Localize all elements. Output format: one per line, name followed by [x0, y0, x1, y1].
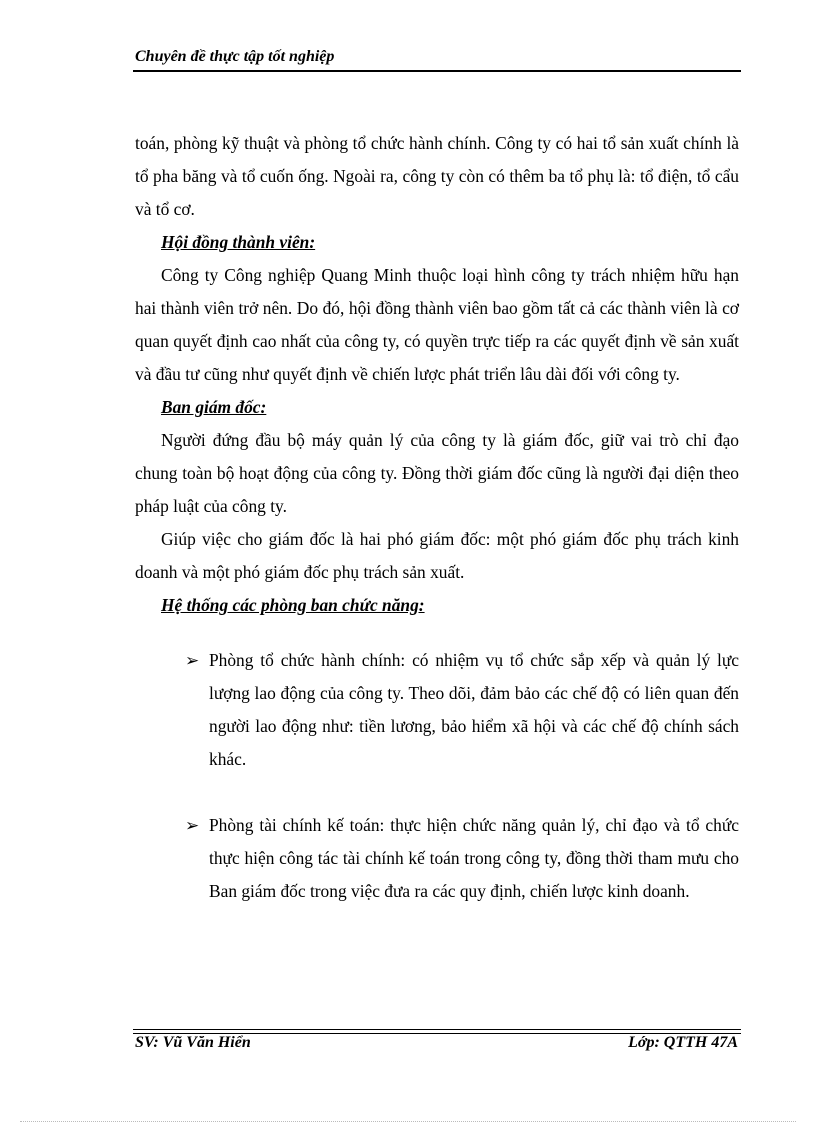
arrow-right-icon: ➢: [185, 816, 200, 835]
bullet-item: [135, 809, 739, 908]
footer-divider: [133, 1029, 741, 1030]
bullet-text: Phòng tổ chức hành chính: có nhiệm vụ tổ chức sắp xếp và quản lý lực lượng lao động của công ty. Theo dõi, đảm bảo các chế độ có liên quan đến người lao động như: tiền lương, bảo hiểm xã hội và các chế độ chính sách khác.: [209, 650, 739, 769]
bullet-item: [135, 644, 739, 776]
footer-class-name: Lớp: QTTH 47A: [628, 1034, 738, 1051]
page-bottom-border: [20, 1121, 796, 1122]
footer-student-name: SV: Vũ Văn Hiển: [135, 1034, 251, 1051]
bullet-text: Phòng tài chính kế toán: thực hiện chức năng quản lý, chỉ đạo và tổ chức thực hiện công tác tài chính kế toán trong công ty, đồng thời tham mưu cho Ban giám đốc trong việc đưa ra các quy định, chiến lược kinh doanh.: [209, 815, 739, 901]
arrow-right-icon: ➢: [185, 651, 200, 670]
heading-departments: Hệ thống các phòng ban chức năng:: [161, 595, 425, 615]
header-divider: [133, 70, 741, 72]
page-header-title: Chuyên đề thực tập tốt nghiệp: [135, 48, 335, 65]
paragraph-3: Người đứng đầu bộ máy quản lý của công ty là giám đốc, giữ vai trò chỉ đạo chung toàn bộ hoạt động của công ty. Đồng thời giám đốc cũng là người đại diện theo pháp luật của công ty.: [135, 430, 739, 516]
heading-members-council: Hội đồng thành viên:: [161, 232, 316, 252]
paragraph-1: toán, phòng kỹ thuật và phòng tổ chức hành chính. Công ty có hai tổ sản xuất chính là tổ pha băng và tổ cuốn ống. Ngoài ra, công ty còn có thêm ba tổ phụ là: tổ điện, tổ cẩu và tổ cơ.: [135, 133, 739, 219]
paragraph-4: Giúp việc cho giám đốc là hai phó giám đốc: một phó giám đốc phụ trách kinh doanh và một phó giám đốc phụ trách sản xuất.: [135, 529, 739, 582]
heading-board-of-directors: Ban giám đốc:: [161, 397, 267, 417]
document-body: [135, 127, 739, 908]
paragraph-2: Công ty Công nghiệp Quang Minh thuộc loại hình công ty trách nhiệm hữu hạn hai thành viên trở nên. Do đó, hội đồng thành viên bao gồm tất cả các thành viên là cơ quan quyết định cao nhất của công ty, có quyền trực tiếp ra các quyết định về sản xuất và đầu tư cũng như quyết định về chiến lược phát triển lâu dài đối với công ty.: [135, 265, 739, 384]
